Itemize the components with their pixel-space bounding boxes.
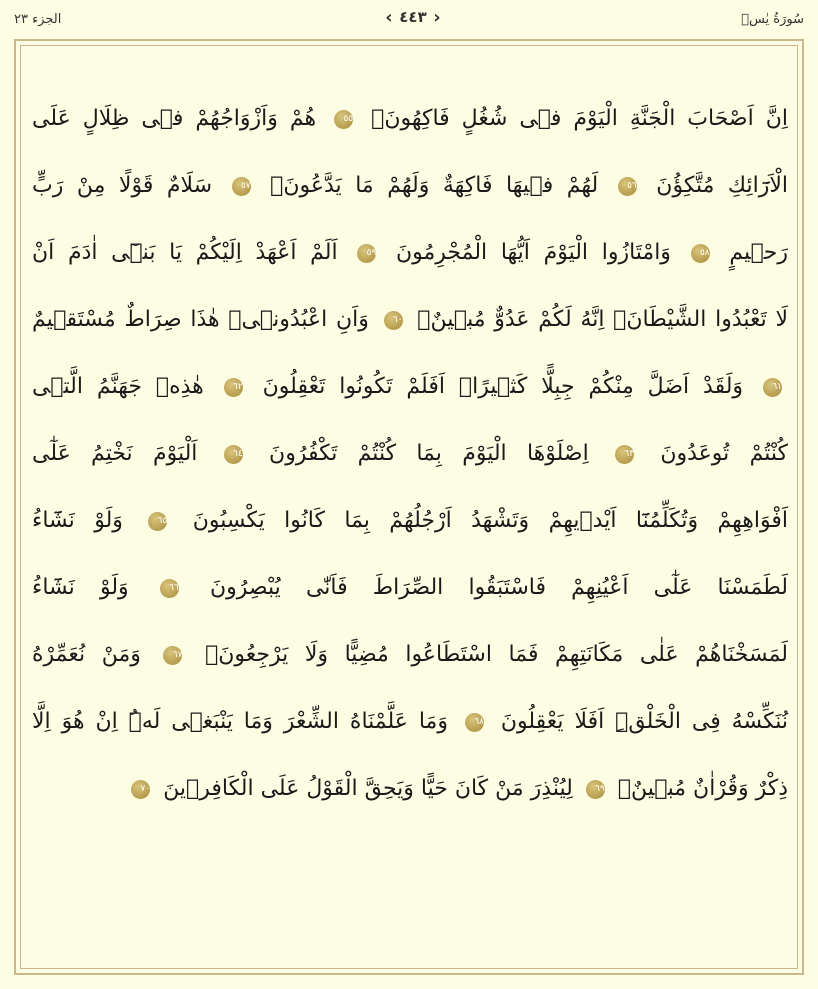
- ayah-number-marker[interactable]: ٥٩: [357, 244, 376, 263]
- text-line: [32, 487, 788, 554]
- text-line: [32, 219, 788, 286]
- ayah-number-marker[interactable]: ٦١: [763, 378, 782, 397]
- ayah-number-marker[interactable]: ٦٢: [224, 378, 243, 397]
- verse-text: وَاَنِ اعْبُدُونٖىۜ هٰذَا صِرَاطٌ مُسْتَقٖيمٌ: [32, 307, 369, 332]
- verse-text: هُمْ وَاَزْوَاجُهُمْ فٖى ظِلَالٍ عَلَى: [32, 106, 317, 131]
- verse-text: لَطَمَسْنَا عَلٰٓى اَعْيُنِهِمْ فَاسْتَبَقُوا الصِّرَاطَ فَاَنّٰى يُبْصِرُونَ: [210, 575, 788, 600]
- text-line: [32, 554, 788, 621]
- verse-text: لِيُنْذِرَ مَنْ كَانَ حَيًّا وَيَحِقَّ الْقَوْلُ عَلَى الْكَافِرٖينَ: [163, 776, 573, 801]
- verse-text: رَحٖيمٍ: [729, 240, 789, 265]
- text-line: [32, 152, 788, 219]
- verse-text: اَلَمْ اَعْهَدْ اِلَيْكُمْ يَا بَنٖٓى اٰدَمَ اَنْ: [32, 240, 338, 265]
- ayah-number-marker[interactable]: ٥٨: [691, 244, 710, 263]
- verse-text: هٰذِهٖ جَهَنَّمُ الَّتٖى: [32, 374, 204, 399]
- text-line: [32, 85, 788, 152]
- text-line: [32, 688, 788, 755]
- verse-text: وَلَوْ نَشَٓاءُ: [32, 575, 129, 600]
- page-number: ٤٤٣: [399, 8, 427, 26]
- verse-text: اَلْيَوْمَ نَخْتِمُ عَلٰٓى: [32, 441, 198, 466]
- ayah-number-marker[interactable]: ٦٧: [163, 646, 182, 665]
- ayah-number-marker[interactable]: ٥٥: [334, 110, 353, 129]
- verse-text: الْاَرَٓائِكِ مُتَّكِؤُنَ: [656, 173, 788, 198]
- ayah-number-marker[interactable]: ٦٥: [148, 512, 167, 531]
- ayah-number-marker[interactable]: ٥٦: [618, 177, 637, 196]
- ayah-number-marker[interactable]: ٦٤: [224, 445, 243, 464]
- verse-text: وَلَقَدْ اَضَلَّ مِنْكُمْ جِبِلًّا كَثٖيرًاۜ اَفَلَمْ تَكُونُوا تَعْقِلُونَ: [262, 374, 744, 399]
- surah-label: سُورَةُ يٰسۤ: [741, 11, 804, 27]
- verse-text: كُنْتُمْ تُوعَدُونَ: [660, 441, 788, 466]
- verse-text: اِصْلَوْهَا الْيَوْمَ بِمَا كُنْتُمْ تَكْفُرُونَ: [269, 441, 589, 466]
- verse-text: لَا تَعْبُدُوا الشَّيْطَانَۚ اِنَّهُ لَكُمْ عَدُوٌّ مُبٖينٌۙ: [417, 307, 788, 332]
- verse-text: نُنَكِّسْهُ فِى الْخَلْقِۜ اَفَلَا يَعْقِلُونَ: [500, 709, 789, 734]
- verse-text: وَمَنْ نُعَمِّرْهُ: [32, 642, 141, 667]
- ayah-number-marker[interactable]: ٦٠: [384, 311, 403, 330]
- ayah-number-marker[interactable]: ٥٧: [232, 177, 251, 196]
- chevron-left-icon[interactable]: ‹: [385, 6, 393, 28]
- page-frame: [14, 39, 804, 975]
- page-navigation: [382, 6, 444, 28]
- ayah-number-marker[interactable]: ٦٣: [615, 445, 634, 464]
- ayah-number-marker[interactable]: ٦٨: [465, 713, 484, 732]
- text-line: [32, 353, 788, 420]
- text-line: [32, 755, 788, 822]
- verse-text: لَمَسَخْنَاهُمْ عَلٰى مَكَانَتِهِمْ فَمَا اسْتَطَاعُوا مُضِيًّا وَلَا يَرْجِعُونَۚ: [205, 642, 788, 667]
- text-line: [32, 621, 788, 688]
- ayah-number-marker[interactable]: ٧٠: [131, 780, 150, 799]
- verse-text: ذِكْرٌ وَقُرْاٰنٌ مُبٖينٌۙ: [617, 776, 788, 801]
- verse-text: لَهُمْ فٖيهَا فَاكِهَةٌ وَلَهُمْ مَا يَدَّعُونَۚ: [270, 173, 599, 198]
- ayah-number-marker[interactable]: ٦٦: [160, 579, 179, 598]
- verse-text: سَلَامٌ قَوْلًا مِنْ رَبٍّ: [32, 173, 213, 198]
- text-line: [32, 286, 788, 353]
- verse-text: اَفْوَاهِهِمْ وَتُكَلِّمُنَٓا اَيْدٖيهِمْ وَتَشْهَدُ اَرْجُلُهُمْ بِمَا كَانُوا يَكْسِبُونَ: [192, 508, 789, 533]
- ayah-number-marker[interactable]: ٦٩: [586, 780, 605, 799]
- verse-text: وَمَا عَلَّمْنَاهُ الشِّعْرَ وَمَا يَنْبَغٖى لَهُۜ اِنْ هُوَ اِلَّا: [32, 709, 448, 734]
- verse-text: اِنَّ اَصْحَابَ الْجَنَّةِ الْيَوْمَ فٖى شُغُلٍ فَاكِهُونَۚ: [371, 106, 788, 131]
- verse-text: وَامْتَازُوا الْيَوْمَ اَيُّهَا الْمُجْرِمُونَ: [395, 240, 671, 265]
- chevron-right-icon[interactable]: ›: [433, 6, 441, 28]
- verse-text: وَلَوْ نَشَٓاءُ: [32, 508, 123, 533]
- juz-label: الجزء ٢٣: [14, 11, 62, 27]
- quran-text-block: [32, 85, 788, 822]
- text-line: [32, 420, 788, 487]
